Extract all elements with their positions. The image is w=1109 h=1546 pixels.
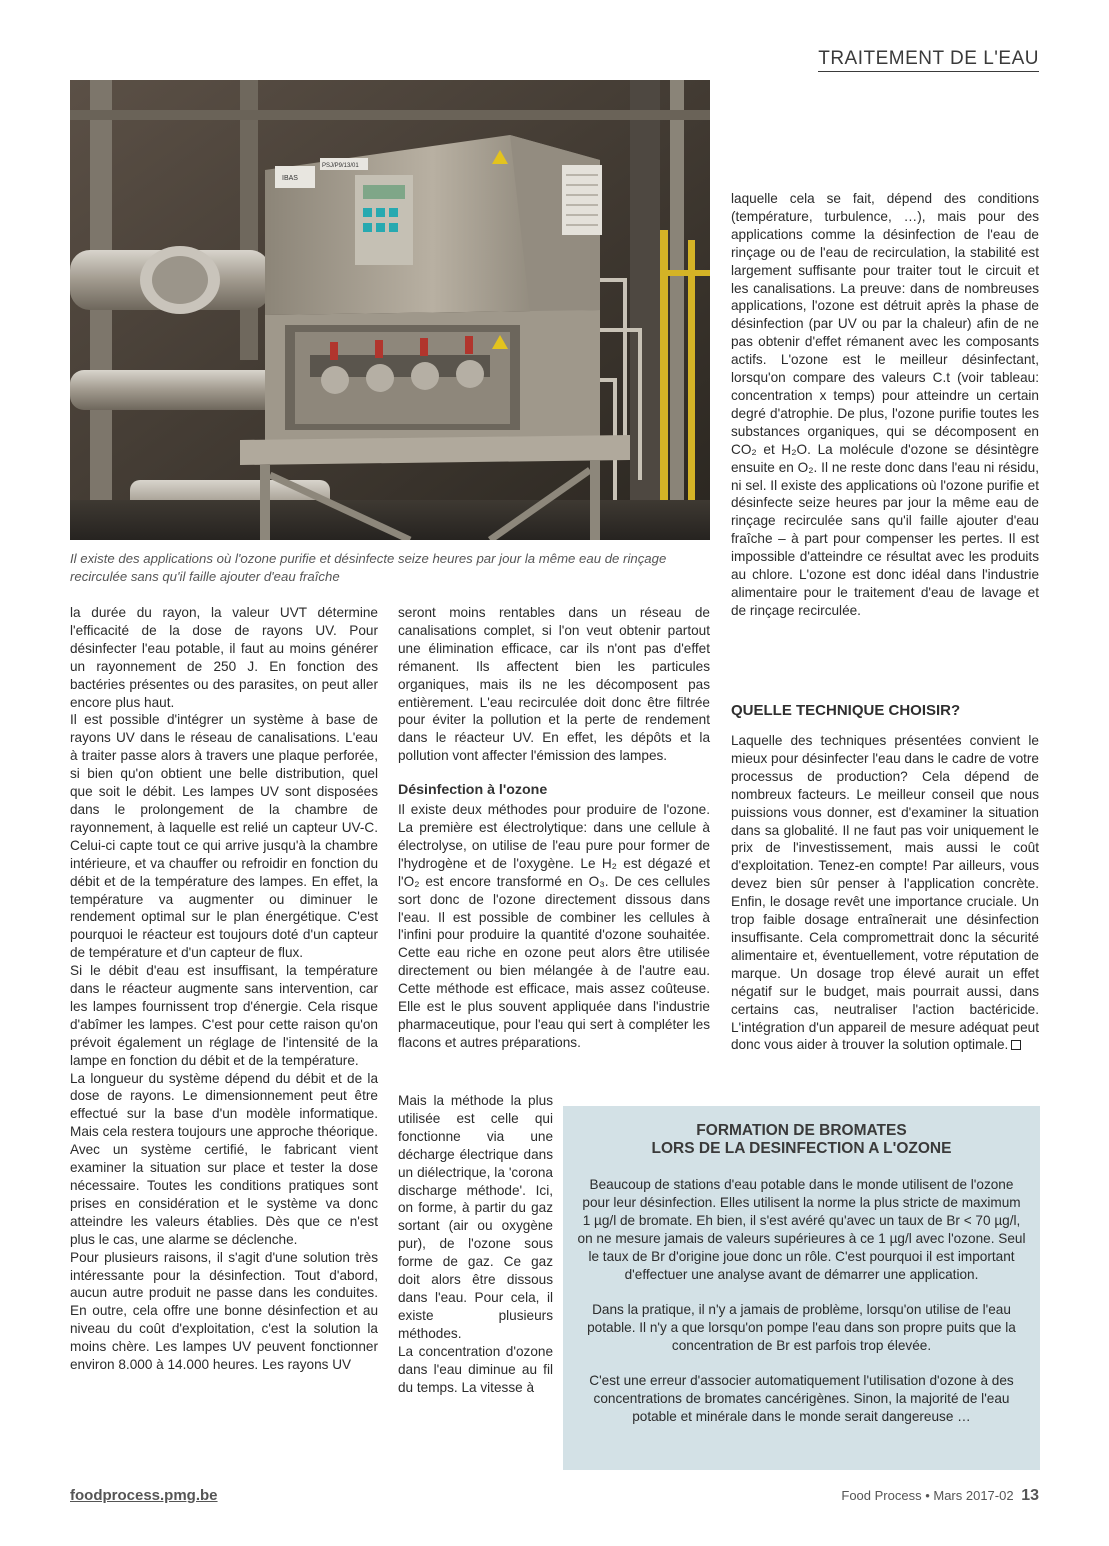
- sidebar-title-line-2: LORS DE LA DESINFECTION A L'OZONE: [651, 1140, 952, 1157]
- photo-caption: Il existe des applications où l'ozone purifie et désinfecte seize heures par jour la même eau de rinçage recirculée sans qu'il faille ajouter d'eau fraîche: [70, 551, 667, 584]
- paragraph: Mais la méthode la plus utilisée est celle qui fonctionne via une décharge électrique dans un diélectrique, la 'corona discharge méthode'. Ici, on forme, à partir du gaz sortant (air ou oxygène pur), de l'ozone sous forme de gaz. Ce gaz doit alors être dissous dans l'eau. Pour cela, il existe plusieurs méthodes.: [398, 1093, 553, 1341]
- subheading-ozone: Désinfection à l'ozone: [398, 782, 548, 799]
- section-title: TRAITEMENT DE L'EAU: [818, 48, 1039, 72]
- footer-website-link[interactable]: foodprocess.pmg.be: [70, 1487, 218, 1504]
- article-column-2: [398, 604, 710, 1052]
- equipment-photo: [70, 80, 710, 540]
- end-of-article-icon: [1011, 1040, 1021, 1050]
- article-column-1: [70, 604, 378, 1374]
- paragraph: Laquelle des techniques présentées convient le mieux pour désinfecter l'eau dans le cadre de votre processus de production? Cela dépend de nombreux facteurs. Le meilleur conseil que nous puissions vous donner, est d'examiner la situation dans sa globalité. Il ne faut pas voir uniquement le prix de l'investissement, mais aussi le coût d'exploitation. Tenez-en compte! Par ailleurs, vous devez bien sûr penser à l'application concrète. Enfin, le dosage revêt une importance cruciale. Un trop faible dosage entraînerait une désinfection insuffisante. Cela compromettrait donc la sécurité alimentaire et, éventuellement, votre réputation de marque. Un dosage trop élevé aurait un effet négatif sur le budget, mais pourrait aussi, dans certains cas, neutraliser l'action bactéricide. L'intégration d'un appareil de mesure adéquat peut donc vous aider à trouver la solution optimale.: [731, 733, 1039, 1053]
- paragraph: La concentration d'ozone dans l'eau diminue au fil du temps. La vitesse à: [398, 1343, 553, 1395]
- paragraph: Il existe deux méthodes pour produire de l'ozone. La première est électrolytique: dans une cellule à électrolyse, on utilise de l'eau pure pour former de l'hydrogène et de l'oxygène. Le H₂ est dégazé et l'O₂ est encore transformé en O₃. De ces cellules sort donc de l'ozone directement dissous dans l'eau. Il est possible de combiner les cellules à l'infini pour produire la quantité d'ozone souhaitée. Cette eau riche en ozone peut alors être utilisée directement ou bien mélangée à de l'autre eau. Cette méthode est efficace, mais assez coûteuse. Elle est le plus souvent appliquée dans l'industrie pharmaceutique, pour l'eau qui sert à compléter les flacons et autres préparations.: [398, 802, 710, 1050]
- paragraph: la durée du rayon, la valeur UVT détermine l'efficacité de la dose de rayons UV. Pour désinfecter l'eau potable, il faut au moins générer un rayonnement de 250 J. En fonction des bactéries présentes ou des parasites, on peut aller encore plus haut.: [70, 605, 378, 710]
- bromate-sidebar-box: [563, 1106, 1040, 1470]
- sidebar-paragraph: Beaucoup de stations d'eau potable dans le monde utilisent de l'ozone pour leur désinfection. Elles utilisent la norme la plus stricte de maximum 1 µg/l de bromate. Eh bien, il s'est avéré qu'avec un taux de Br < 70 µg/l, on ne mesure jamais de valeurs supérieures à ce 1 µg/l avec l'ozone. Seul le taux de Br d'origine joue donc un rôle. C'est pourquoi il est important d'effectuer une analyse avant de démarrer une application.: [577, 1177, 1026, 1282]
- paragraph: Pour plusieurs raisons, il s'agit d'une solution très intéressante pour la désinfection. Tout d'abord, aucun autre produit ne passe dans les conduites. En outre, cela offre une bonne désinfection et au niveau du coût d'exploitation, c'est la solution la moins chère. Les lampes UV peuvent fonctionner environ 8.000 à 14.000 heures. Les rayons UV: [70, 1249, 378, 1373]
- sidebar-title: [577, 1122, 1026, 1158]
- article-column-2-narrow: [398, 1092, 553, 1396]
- sidebar-paragraph: C'est une erreur d'associer automatiquement l'utilisation d'ozone à des concentrations de bromates cancérigènes. Sinon, la majorité de l'eau potable et minérale dans le monde serait dangereuse …: [589, 1373, 1014, 1424]
- paragraph: laquelle cela se fait, dépend des conditions (température, turbulence, …), mais pour des applications comme la désinfection de l'eau de rinçage ou de l'eau de recirculation, la stabilité est largement suffisante pour traiter tout le circuit et les canalisations. La preuve: dans de nombreuses applications, l'ozone est détruit après la phase de désinfection (par UV ou par la chaleur) afin de ne pas obtenir d'effet rémanent avec les composants actifs. L'ozone est le meilleur désinfectant, lorsqu'on compare des valeurs C.t (voir tableau: concentration x temps) pour atteindre un certain degré d'atrophie. De plus, l'ozone purifie toutes les substances organiques, qui se décomposent en CO₂ et H₂O. La molécule d'ozone se désintègre ensuite en O₂. Il ne reste donc dans l'eau ni résidu, ni sel. Il existe des applications où l'ozone purifie et désinfecte seize heures par jour la même eau de rinçage recirculée sans qu'il faille ajouter d'eau fraîche – à part pour compenser les pertes. Il est impossible d'atteindre ce résultat avec les produits au chlore. L'ozone est donc idéal dans l'industrie alimentaire pour le traitement d'eau de lavage et de rinçage recirculée.: [731, 191, 1039, 618]
- paragraph: seront moins rentables dans un réseau de canalisations complet, si l'on veut obtenir partout une élimination efficace, car ils n'ont pas d'effet rémanent. Ils affectent bien les particules organiques, mais ils ne les décomposent pas entièrement. L'eau recirculée doit donc être filtrée pour éviter la pollution et la perte de rendement dans le réacteur UV. En effet, les dépôts et la pollution vont affecter l'émission des lampes.: [398, 605, 710, 764]
- sidebar-title-line-1: FORMATION DE BROMATES: [696, 1122, 907, 1139]
- publication-info: Food Process • Mars 2017-02: [841, 1488, 1014, 1503]
- paragraph: Il est possible d'intégrer un système à base de rayons UV dans le réseau de canalisations. L'eau à traiter passe alors à travers une plaque perforée, si bien qu'on obtient une belle distribution, quel que soit le débit. Les lampes UV sont disposées dans le prolongement de la chambre de rayonnement, à laquelle est relié un capteur UV-C. Celui-ci capte tout ce qui arrive jusqu'à la chambre intérieure, et va chauffer ou refroidir en fonction du débit et de la température des lampes. En effet, la température va augmenter ou diminuer le rendement optimal sur le plan énergétique. C'est pourquoi le réacteur est toujours doté d'un capteur de température et d'un capteur de flux.: [70, 712, 378, 961]
- page-number: 13: [1021, 1487, 1039, 1504]
- article-column-3: [731, 190, 1039, 620]
- paragraph: Si le débit d'eau est insuffisant, la température dans le réacteur augmente sans intervention, car les lampes fournissent trop d'énergie. Cela risque d'abîmer les lampes. C'est pour cette raison qu'on prévoit également un réglage de l'intensité de la lampe en fonction du débit et de la température.: [70, 963, 378, 1068]
- article-column-3-conclusion: [731, 732, 1039, 1054]
- sidebar-paragraph: Dans la pratique, il n'y a jamais de problème, lorsqu'on utilise de l'eau potable. Il n'y a que lorsqu'on pompe l'eau dans son propre puits que la concentration de Br est parfois trop élevée.: [587, 1302, 1016, 1353]
- panel-code-label: PSJ/P9/13/01: [322, 163, 359, 169]
- footer-publication: [841, 1487, 1039, 1505]
- section-heading: QUELLE TECHNIQUE CHOISIR?: [731, 702, 961, 719]
- panel-brand-label: IBAS: [282, 175, 298, 182]
- paragraph: La longueur du système dépend du débit et de la dose de rayons. Le dimensionnement peut être effectué sur la base d'un modèle informatique. Mais cela restera toujours une approche théorique. Avec un système certifié, le fabricant vient examiner la situation sur place et tester la dose nécessaire. Toutes les conditions pratiques sont prises en considération et le système va donc atteindre les valeurs établies. Dès que ce n'est plus le cas, une alarme se déclenche.: [70, 1070, 378, 1247]
